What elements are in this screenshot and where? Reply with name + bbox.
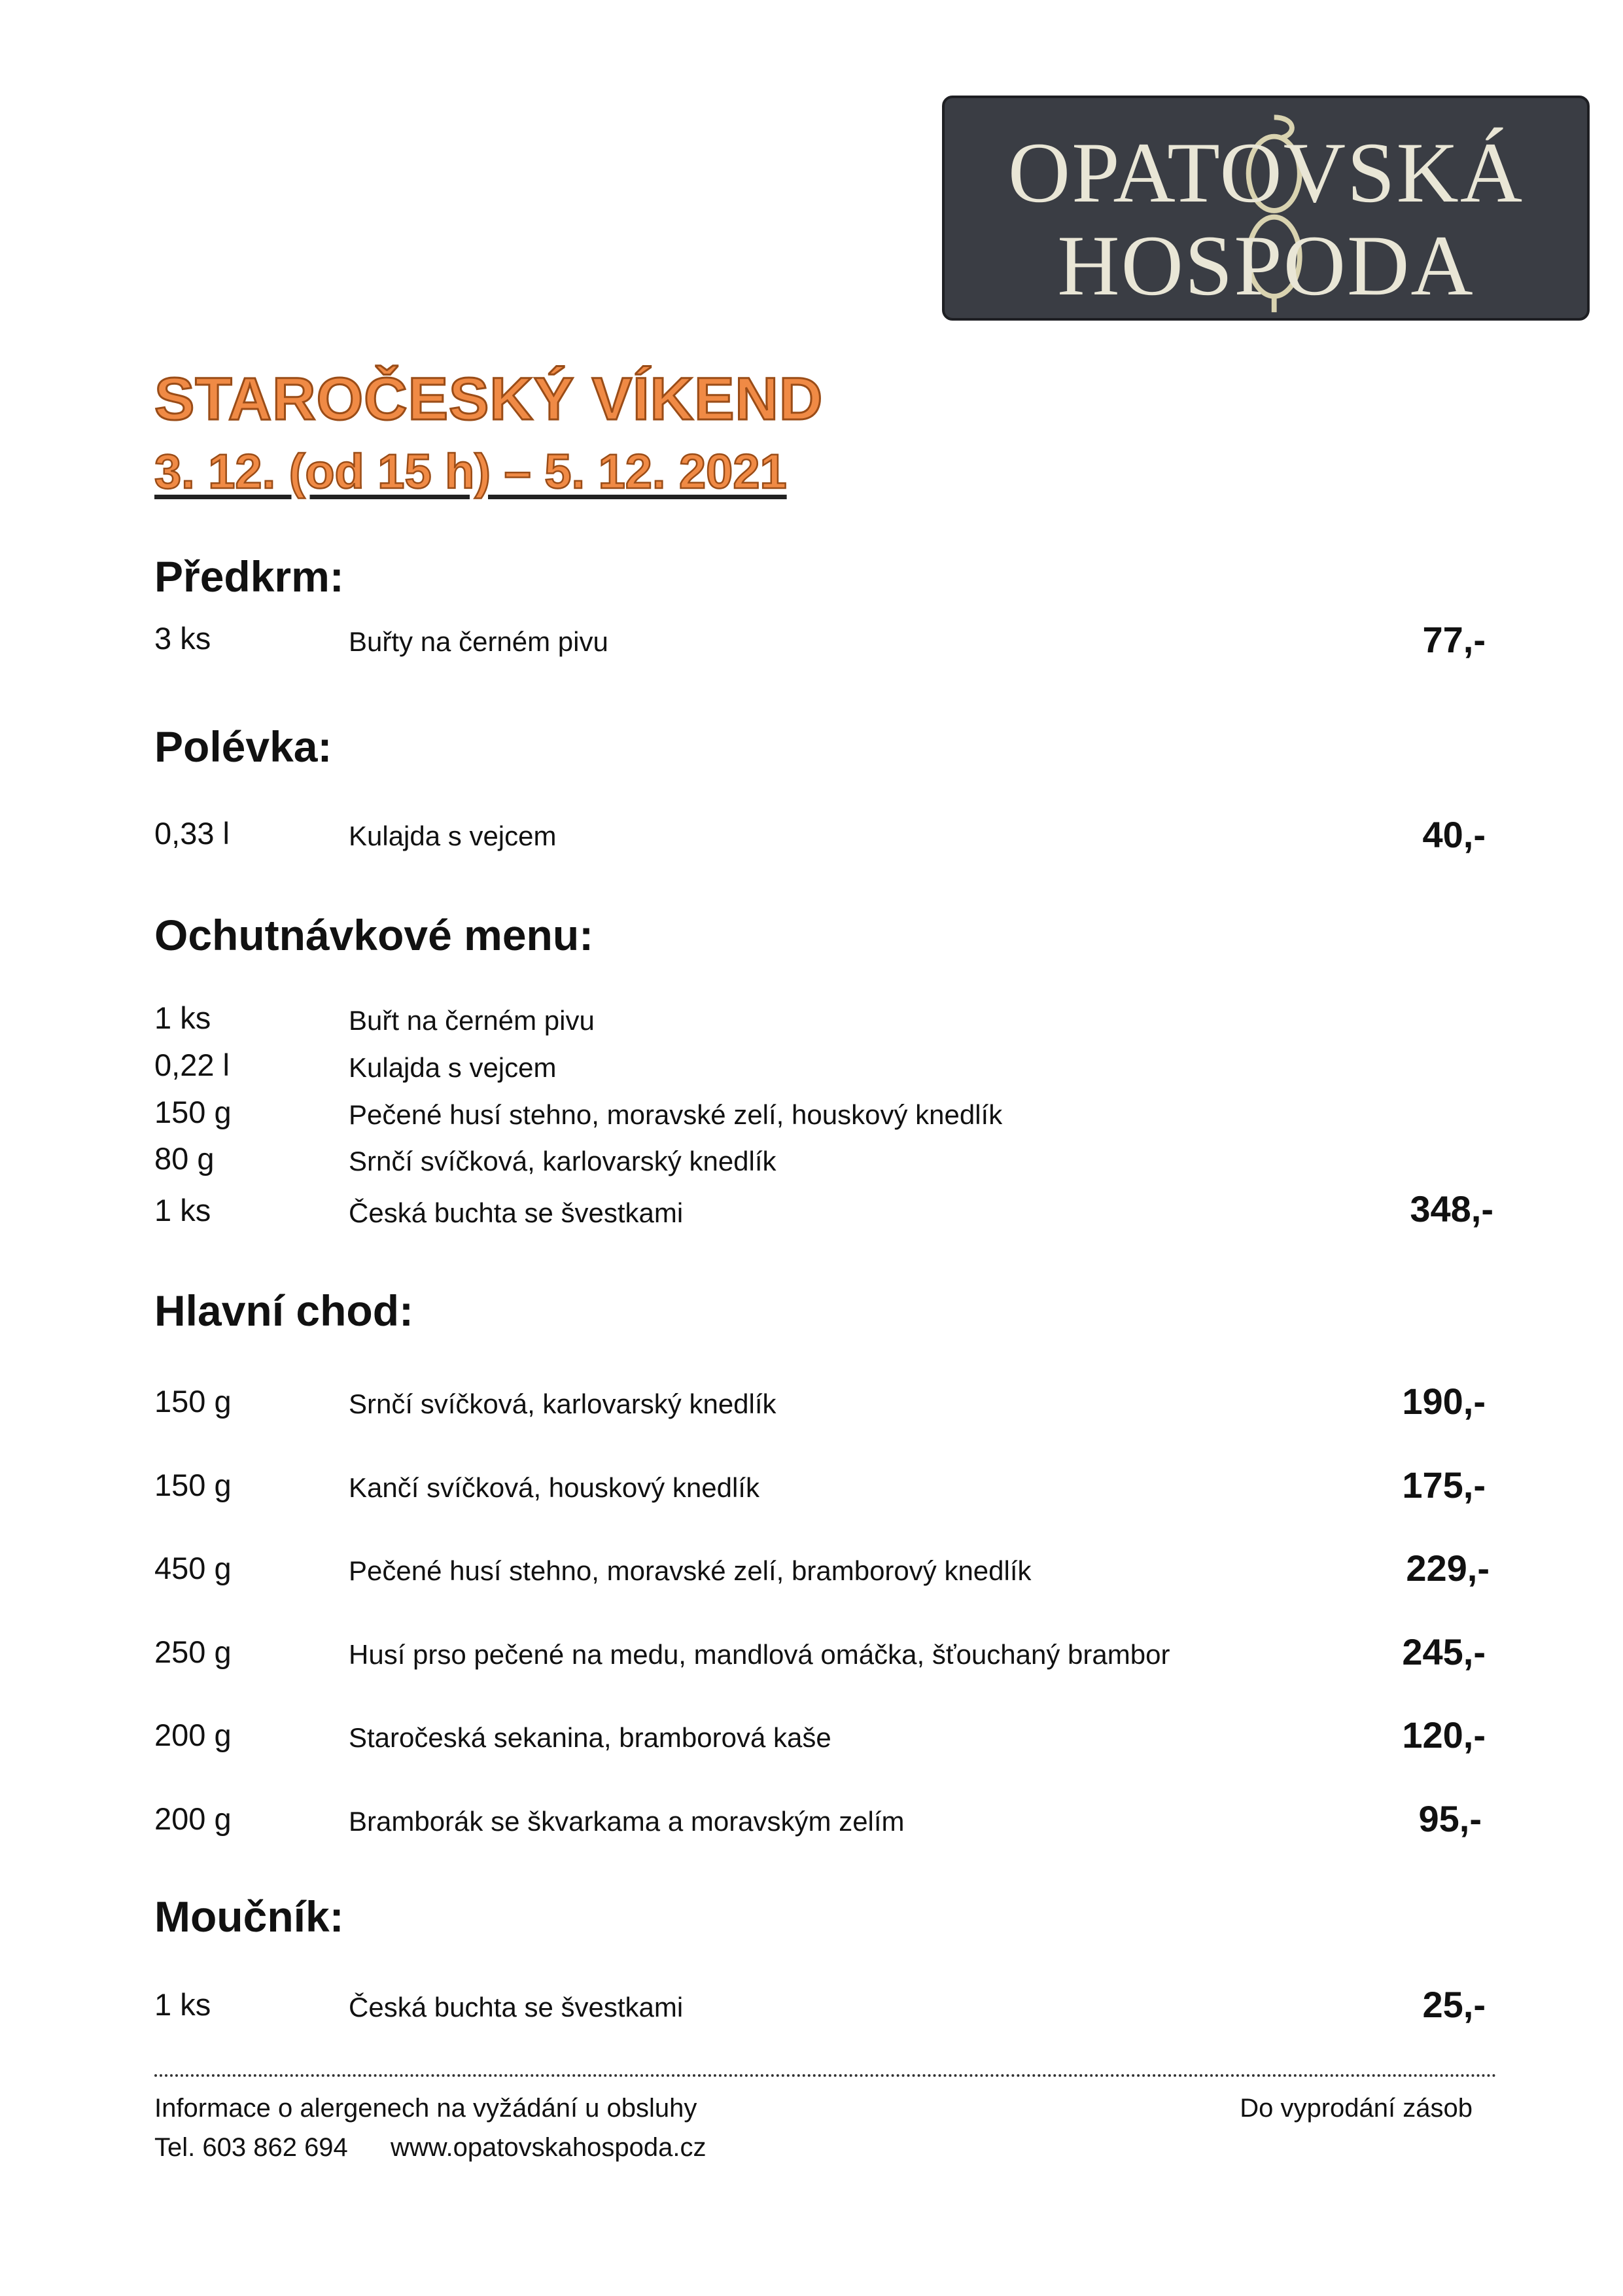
logo-text-line1: OPATOVSKÁ — [1007, 124, 1524, 221]
menu-date-range: 3. 12. (od 15 h) – 5. 12. 2021 — [154, 444, 787, 499]
item-name: Kulajda s vejcem — [349, 821, 557, 851]
item-name: Staročeská sekanina, bramborová kaše — [349, 1722, 831, 1753]
section-heading-main-course: Hlavní chod: — [154, 1286, 414, 1335]
item-name: Kulajda s vejcem — [349, 1052, 557, 1083]
item-name: Srnčí svíčková, karlovarský knedlík — [349, 1146, 777, 1176]
item-quantity: 150 g — [154, 1468, 232, 1502]
item-price: 190,- — [1402, 1381, 1486, 1422]
section-heading-starter: Předkrm: — [154, 552, 344, 601]
restaurant-logo — [942, 96, 1590, 321]
item-quantity: 200 g — [154, 1801, 232, 1836]
item-price: 95,- — [1418, 1798, 1482, 1839]
phone-number[interactable]: Tel. 603 862 694 — [154, 2133, 348, 2162]
item-name: Husí prso pečené na medu, mandlová omáčka, šťouchaný brambor — [349, 1639, 1170, 1670]
item-name: Buřty na černém pivu — [349, 626, 608, 657]
item-quantity: 1 ks — [154, 1987, 211, 2022]
website-link[interactable]: www.opatovskahospoda.cz — [391, 2133, 707, 2162]
item-price: 120,- — [1402, 1714, 1486, 1756]
item-name: Srnčí svíčková, karlovarský knedlík — [349, 1388, 777, 1419]
item-name: Pečené husí stehno, moravské zelí, bramborový knedlík — [349, 1555, 1032, 1586]
section-heading-tasting-menu: Ochutnávkové menu: — [154, 911, 594, 959]
item-quantity: 200 g — [154, 1718, 232, 1752]
allergen-info: Informace o alergenech na vyžádání u obsluhy — [154, 2094, 697, 2123]
section-heading-dessert: Moučník: — [154, 1892, 344, 1941]
logo-text-line2: HOSPODA — [1057, 217, 1475, 313]
section-heading-soup: Polévka: — [154, 722, 332, 771]
tasting-menu-price: 348,- — [1410, 1188, 1493, 1229]
item-quantity: 3 ks — [154, 621, 211, 656]
item-name: Česká buchta se švestkami — [349, 1992, 684, 2022]
item-quantity: 0,33 l — [154, 816, 230, 851]
item-name: Bramborák se škvarkama a moravským zelím — [349, 1806, 905, 1837]
menu-title: STAROČESKÝ VÍKEND — [154, 366, 824, 433]
item-quantity: 0,22 l — [154, 1048, 230, 1082]
item-price: 77,- — [1422, 619, 1486, 660]
footer-divider — [154, 2074, 1497, 2077]
item-price: 175,- — [1402, 1464, 1486, 1506]
item-quantity: 1 ks — [154, 1193, 211, 1227]
item-price: 245,- — [1402, 1631, 1486, 1672]
item-name: Kančí svíčková, houskový knedlík — [349, 1472, 759, 1503]
item-name: Buřt na černém pivu — [349, 1005, 595, 1036]
stock-note: Do vyprodání zásob — [1240, 2094, 1473, 2123]
item-name: Česká buchta se švestkami — [349, 1197, 684, 1228]
item-quantity: 150 g — [154, 1384, 232, 1419]
item-quantity: 250 g — [154, 1634, 232, 1669]
item-quantity: 150 g — [154, 1095, 232, 1129]
item-price: 40,- — [1422, 814, 1486, 855]
item-price: 229,- — [1406, 1547, 1490, 1589]
item-quantity: 1 ks — [154, 1000, 211, 1035]
item-quantity: 80 g — [154, 1141, 215, 1176]
item-quantity: 450 g — [154, 1551, 232, 1585]
item-name: Pečené husí stehno, moravské zelí, houskový knedlík — [349, 1099, 1003, 1130]
item-price: 25,- — [1422, 1984, 1486, 2025]
